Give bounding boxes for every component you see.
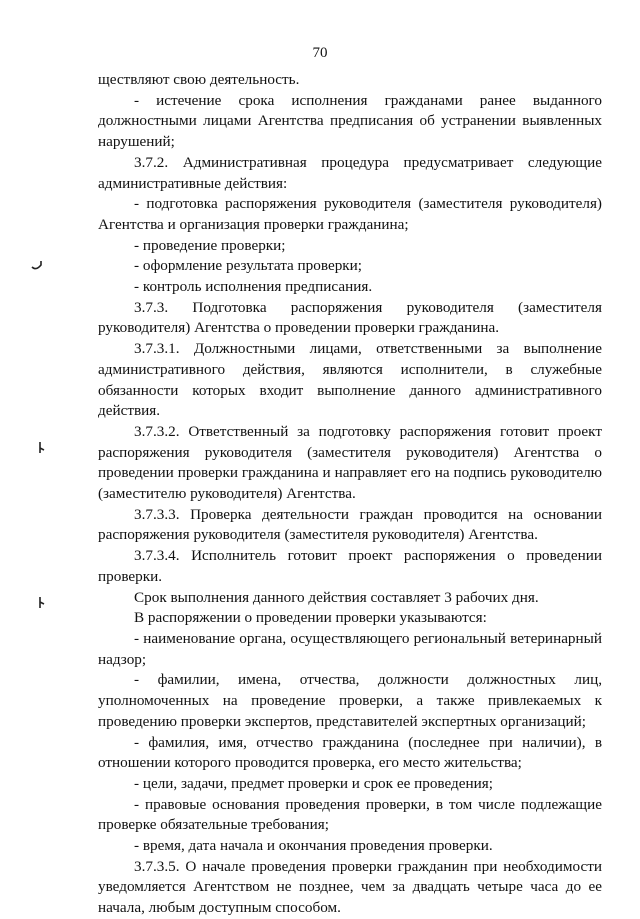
paragraph: - цели, задачи, предмет проверки и срок ее проведения; bbox=[134, 774, 493, 792]
paragraph: - проведение проверки; bbox=[134, 236, 286, 254]
paragraph: 3.7.3.5. О начале проведения проверки гражданин при необходимости уведомляется Агентством не позднее, чем за двадцать четыре часа до ее начала, любым доступным способом. bbox=[98, 857, 602, 917]
scan-speck-icon bbox=[30, 258, 44, 272]
paragraph: 3.7.3. Подготовка распоряжения руководителя (заместителя руководителя) Агентства о проведении проверки гражданина. bbox=[98, 298, 602, 337]
paragraph: В распоряжении о проведении проверки указываются: bbox=[134, 609, 487, 627]
paragraph: - истечение срока исполнения гражданами ранее выданного должностными лицами Агентства предписания об устранении выявленных нарушений; bbox=[98, 91, 602, 151]
paragraph: - фамилия, имя, отчество гражданина (последнее при наличии), в отношении которого проводится проверка, его место жительства; bbox=[98, 733, 602, 772]
paragraph: - правовые основания проведения проверки, в том числе подлежащие проверке обязательные требования; bbox=[98, 795, 602, 834]
paragraph: 3.7.3.1. Должностными лицами, ответственными за выполнение административного действия, являются исполнители, в служебные обязанности которых входит выполнение данного административного действия. bbox=[98, 340, 602, 420]
scan-speck-icon bbox=[36, 595, 46, 611]
paragraph: 3.7.2. Административная процедура предусматривает следующие административные действия: bbox=[98, 153, 602, 192]
paragraph: 3.7.3.4. Исполнитель готовит проект распоряжения о проведении проверки. bbox=[98, 547, 602, 585]
paragraph: ществляют свою деятельность. bbox=[98, 71, 300, 88]
paragraph: - фамилии, имена, отчества, должности должностных лиц, уполномоченных на проведение проверки, а также привлекаемых к проведению проверки экспертов, представителей экспертных организаций; bbox=[98, 671, 602, 730]
paragraph: - подготовка распоряжения руководителя (заместителя руководителя) Агентства и организация проверки гражданина; bbox=[98, 195, 602, 233]
paragraph: 3.7.3.3. Проверка деятельности граждан проводится на основании распоряжения руководителя (заместителя руководителя) Агентства. bbox=[98, 505, 602, 544]
paragraph: Срок выполнения данного действия составляет 3 рабочих дня. bbox=[134, 588, 539, 606]
paragraph: 3.7.3.2. Ответственный за подготовку распоряжения готовит проект распоряжения руководителя (заместителя руководителя) Агентства о проведении проверки гражданина и направляет его на подпись руководителю (заместителю руководителя) Агентства. bbox=[98, 422, 602, 503]
scan-speck-icon bbox=[36, 440, 46, 456]
paragraph: - время, дата начала и окончания проведения проверки. bbox=[134, 837, 493, 855]
page-number: 70 bbox=[312, 45, 328, 61]
paragraph: - контроль исполнения предписания. bbox=[134, 278, 373, 296]
paragraph: - оформление результата проверки; bbox=[134, 257, 363, 275]
document-body bbox=[98, 70, 602, 919]
paragraph: - наименование органа, осуществляющего региональный ветеринарный надзор; bbox=[98, 629, 602, 668]
